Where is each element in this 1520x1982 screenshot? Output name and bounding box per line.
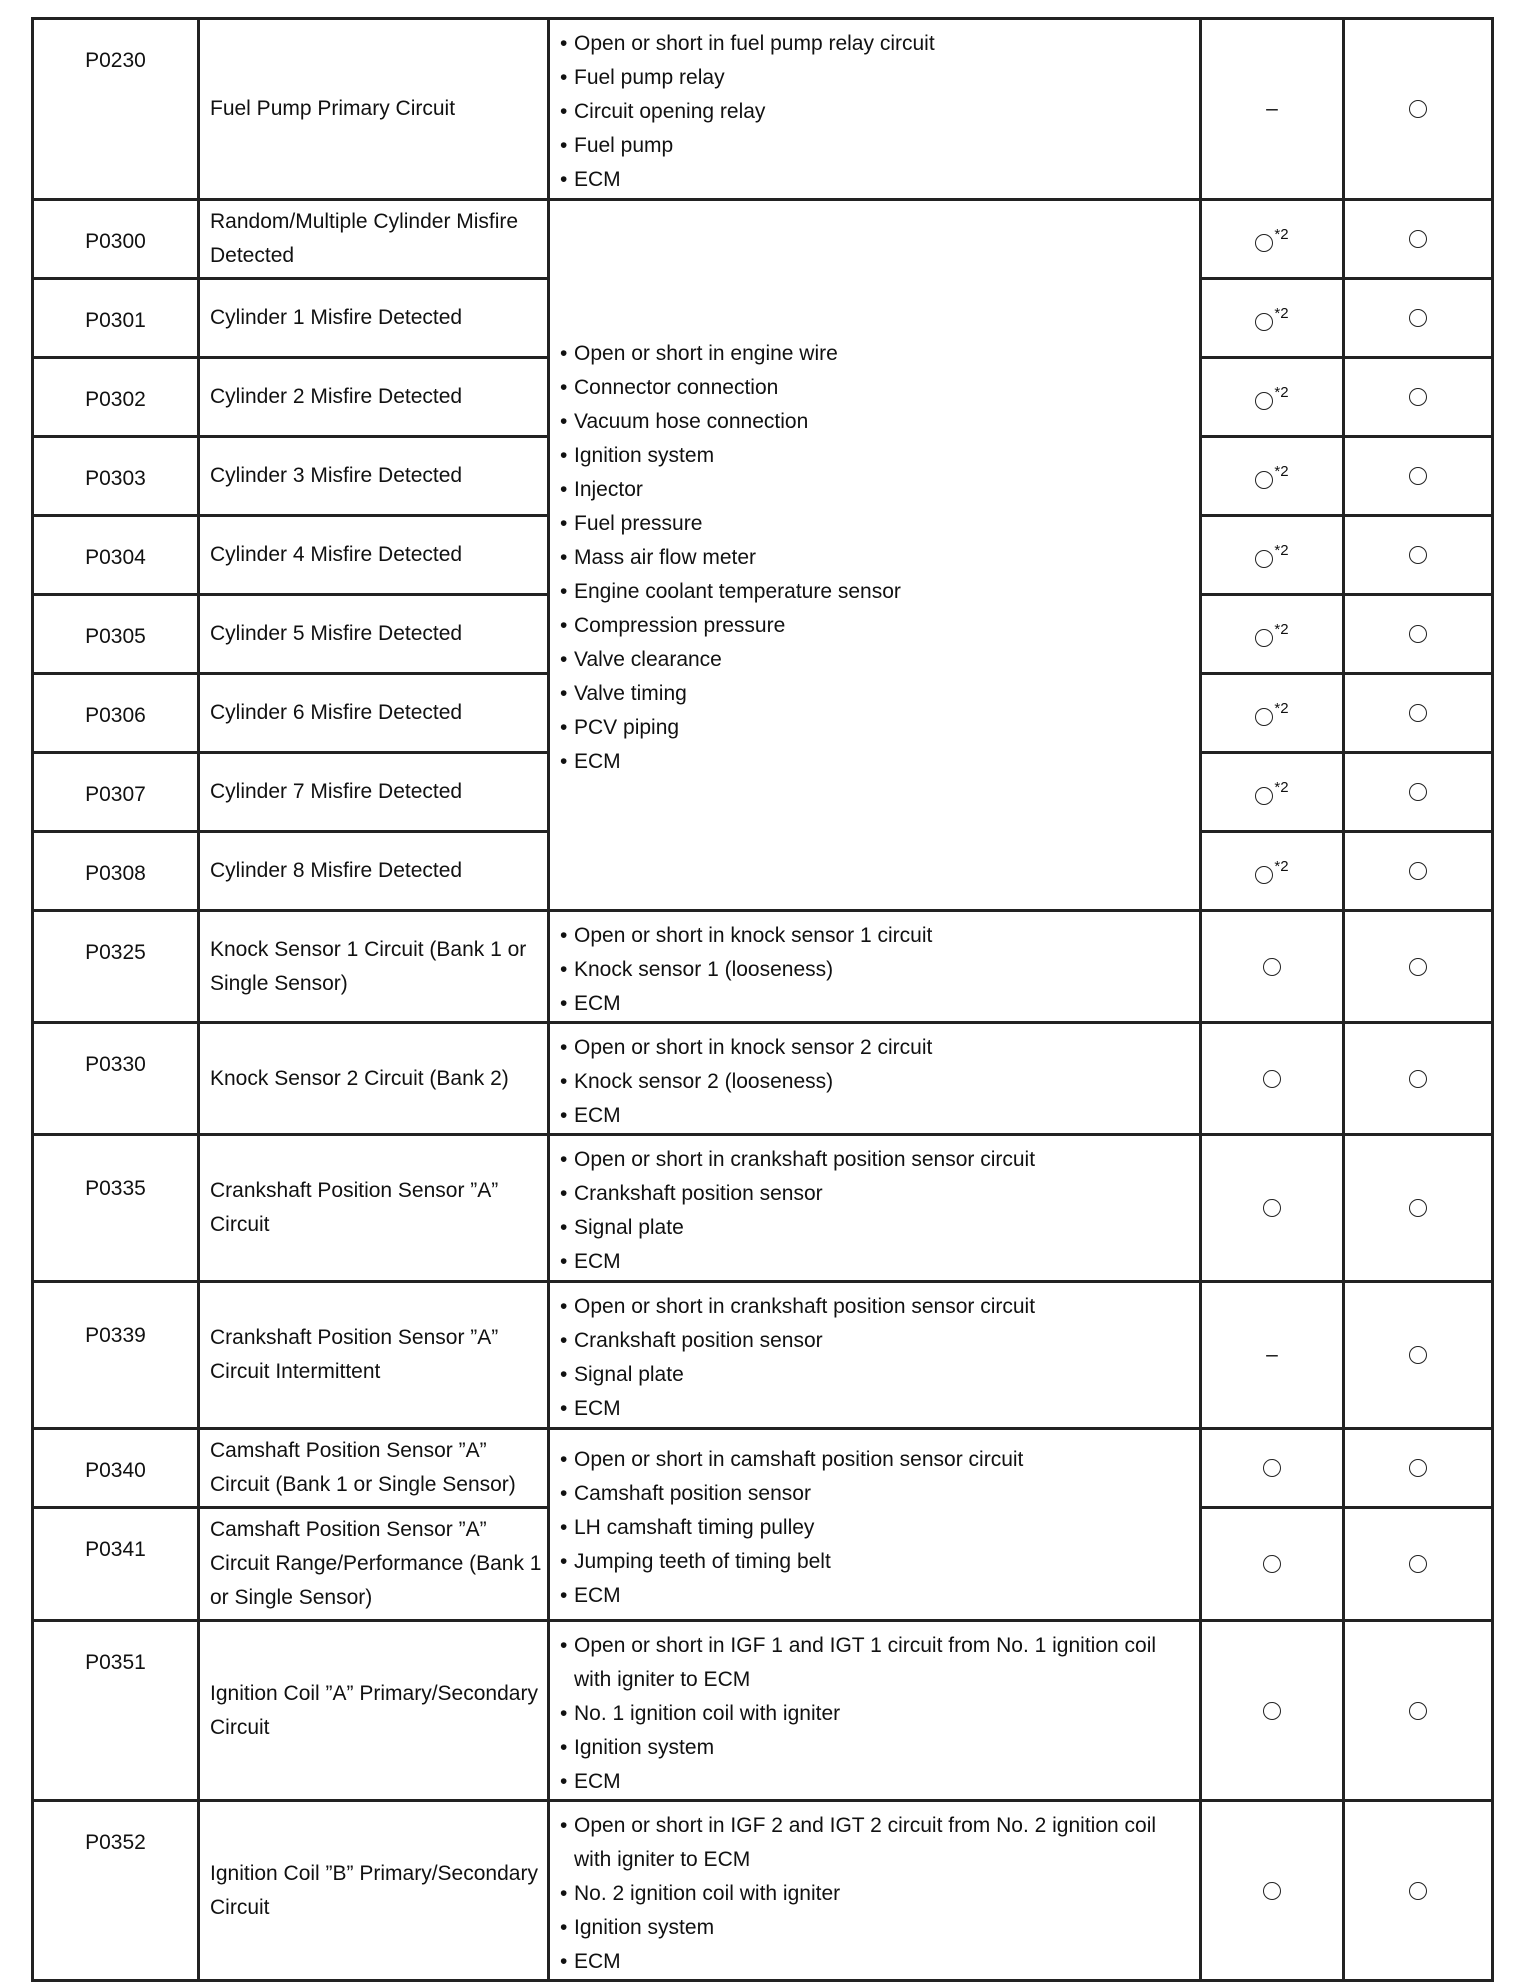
detection-item: Cylinder 1 Misfire Detected <box>199 279 549 358</box>
detection-item: Cylinder 7 Misfire Detected <box>199 753 549 832</box>
dtc-code: P0230 <box>33 19 199 200</box>
trouble-area-item: • No. 2 ignition coil with igniter <box>558 1877 1199 1911</box>
circle-icon <box>1409 309 1427 327</box>
trouble-area-item: • Ignition system <box>558 1911 1199 1945</box>
trouble-area <box>549 1282 1201 1429</box>
mil-cell <box>1201 1282 1344 1429</box>
trouble-area-item: • Camshaft position sensor <box>558 1477 1199 1511</box>
table-row <box>33 1801 1493 1981</box>
memory-cell <box>1344 595 1493 674</box>
dtc-table <box>31 17 1494 1982</box>
circle-icon <box>1409 1702 1427 1720</box>
trouble-area-item: • Valve clearance <box>558 643 1199 677</box>
circle-icon <box>1409 1882 1427 1900</box>
dtc-code: P0335 <box>33 1135 199 1282</box>
trouble-area <box>549 1621 1201 1801</box>
mil-cell <box>1201 200 1344 279</box>
detection-item: Ignition Coil ”A” Primary/Secondary Circuit <box>199 1621 549 1801</box>
table-row <box>33 1282 1493 1429</box>
trouble-area-item: • ECM <box>558 1765 1199 1799</box>
mil-cell <box>1201 595 1344 674</box>
trouble-area-item: • Knock sensor 1 (looseness) <box>558 953 1199 987</box>
footnote-mark: *2 <box>1274 700 1289 717</box>
detection-item: Crankshaft Position Sensor ”A” Circuit Intermittent <box>199 1282 549 1429</box>
memory-cell <box>1344 1429 1493 1508</box>
trouble-area-item: • Knock sensor 2 (looseness) <box>558 1065 1199 1099</box>
detection-item: Cylinder 6 Misfire Detected <box>199 674 549 753</box>
footnote-mark: *2 <box>1274 384 1289 401</box>
trouble-area-item: • ECM <box>558 1392 1199 1426</box>
dtc-code: P0308 <box>33 832 199 911</box>
circle-icon <box>1409 230 1427 248</box>
mil-cell <box>1201 832 1344 911</box>
footnote-mark: *2 <box>1274 226 1289 243</box>
trouble-area-item: • Open or short in camshaft position sensor circuit <box>558 1443 1199 1477</box>
mil-cell <box>1201 1621 1344 1801</box>
trouble-area <box>549 1429 1201 1621</box>
circle-icon <box>1409 1199 1427 1217</box>
trouble-area-item: • Open or short in IGF 2 and IGT 2 circuit from No. 2 ignition coil with igniter to ECM <box>558 1809 1199 1877</box>
detection-item: Fuel Pump Primary Circuit <box>199 19 549 200</box>
dash-mark: – <box>1266 97 1278 120</box>
trouble-area-item: • ECM <box>558 987 1199 1021</box>
dtc-code: P0341 <box>33 1508 199 1621</box>
trouble-area-item: • ECM <box>558 1245 1199 1279</box>
trouble-area-item: • No. 1 ignition coil with igniter <box>558 1697 1199 1731</box>
circle-icon <box>1409 625 1427 643</box>
dtc-code: P0304 <box>33 516 199 595</box>
detection-item: Cylinder 5 Misfire Detected <box>199 595 549 674</box>
trouble-area-item: • LH camshaft timing pulley <box>558 1511 1199 1545</box>
table-row <box>33 1023 1493 1135</box>
trouble-area-item: • Open or short in engine wire <box>558 337 1199 371</box>
table-row <box>33 1135 1493 1282</box>
detection-item: Cylinder 3 Misfire Detected <box>199 437 549 516</box>
circle-icon <box>1263 958 1281 976</box>
memory-cell <box>1344 358 1493 437</box>
mil-cell <box>1201 1429 1344 1508</box>
circle-icon <box>1409 704 1427 722</box>
memory-cell <box>1344 753 1493 832</box>
circle-icon <box>1255 234 1273 252</box>
trouble-area-item: • ECM <box>558 1099 1199 1133</box>
circle-icon <box>1255 866 1273 884</box>
detection-item: Camshaft Position Sensor ”A” Circuit (Bank 1 or Single Sensor) <box>199 1429 549 1508</box>
memory-cell <box>1344 200 1493 279</box>
circle-icon <box>1263 1459 1281 1477</box>
dtc-code: P0330 <box>33 1023 199 1135</box>
trouble-area-item: • Open or short in crankshaft position sensor circuit <box>558 1143 1199 1177</box>
trouble-area-item: • Valve timing <box>558 677 1199 711</box>
trouble-area-item: • Jumping teeth of timing belt <box>558 1545 1199 1579</box>
trouble-area-item: • Compression pressure <box>558 609 1199 643</box>
detection-item: Crankshaft Position Sensor ”A” Circuit <box>199 1135 549 1282</box>
circle-icon <box>1409 1346 1427 1364</box>
table-row <box>33 1429 1493 1508</box>
trouble-area-item: • Signal plate <box>558 1358 1199 1392</box>
trouble-area-item: • Crankshaft position sensor <box>558 1177 1199 1211</box>
trouble-area-item: • Open or short in IGF 1 and IGT 1 circuit from No. 1 ignition coil with igniter to ECM <box>558 1629 1199 1697</box>
circle-icon <box>1255 787 1273 805</box>
footnote-mark: *2 <box>1274 779 1289 796</box>
circle-icon <box>1409 546 1427 564</box>
mil-cell <box>1201 1135 1344 1282</box>
dtc-code: P0306 <box>33 674 199 753</box>
circle-icon <box>1409 467 1427 485</box>
circle-icon <box>1409 100 1427 118</box>
memory-cell <box>1344 1508 1493 1621</box>
mil-cell <box>1201 19 1344 200</box>
table-row <box>33 911 1493 1023</box>
circle-icon <box>1263 1199 1281 1217</box>
circle-icon <box>1409 388 1427 406</box>
memory-cell <box>1344 832 1493 911</box>
table-row <box>33 200 1493 279</box>
memory-cell <box>1344 437 1493 516</box>
circle-icon <box>1255 708 1273 726</box>
table-row <box>33 1621 1493 1801</box>
memory-cell <box>1344 1282 1493 1429</box>
trouble-area-item: • Ignition system <box>558 439 1199 473</box>
detection-item: Cylinder 8 Misfire Detected <box>199 832 549 911</box>
trouble-area-item: • PCV piping <box>558 711 1199 745</box>
trouble-area-item: • ECM <box>558 1579 1199 1613</box>
circle-icon <box>1409 862 1427 880</box>
trouble-area-item: • Signal plate <box>558 1211 1199 1245</box>
detection-item: Cylinder 4 Misfire Detected <box>199 516 549 595</box>
trouble-area-item: • Injector <box>558 473 1199 507</box>
circle-icon <box>1255 471 1273 489</box>
footnote-mark: *2 <box>1274 305 1289 322</box>
trouble-area-item: • Connector connection <box>558 371 1199 405</box>
trouble-area-item: • Open or short in crankshaft position sensor circuit <box>558 1290 1199 1324</box>
detection-item: Random/Multiple Cylinder Misfire Detected <box>199 200 549 279</box>
footnote-mark: *2 <box>1274 621 1289 638</box>
trouble-area-item: • ECM <box>558 745 1199 779</box>
dtc-code: P0301 <box>33 279 199 358</box>
trouble-area-item: • Crankshaft position sensor <box>558 1324 1199 1358</box>
dtc-code: P0305 <box>33 595 199 674</box>
trouble-area-item: • Mass air flow meter <box>558 541 1199 575</box>
trouble-area-item: • Open or short in knock sensor 2 circuit <box>558 1031 1199 1065</box>
dtc-code: P0339 <box>33 1282 199 1429</box>
trouble-area-item: • Ignition system <box>558 1731 1199 1765</box>
dtc-code: P0325 <box>33 911 199 1023</box>
dtc-code: P0352 <box>33 1801 199 1981</box>
dash-mark: – <box>1266 1343 1278 1366</box>
trouble-area-item: • Engine coolant temperature sensor <box>558 575 1199 609</box>
mil-cell <box>1201 516 1344 595</box>
mil-cell <box>1201 437 1344 516</box>
mil-cell <box>1201 753 1344 832</box>
trouble-area <box>549 1135 1201 1282</box>
trouble-area <box>549 200 1201 911</box>
circle-icon <box>1409 958 1427 976</box>
memory-cell <box>1344 1801 1493 1981</box>
trouble-area-item: • ECM <box>558 163 1199 197</box>
table-row <box>33 19 1493 200</box>
mil-cell <box>1201 911 1344 1023</box>
footnote-mark: *2 <box>1274 463 1289 480</box>
trouble-area-item: • Open or short in knock sensor 1 circuit <box>558 919 1199 953</box>
trouble-area <box>549 19 1201 200</box>
circle-icon <box>1255 392 1273 410</box>
trouble-area <box>549 1801 1201 1981</box>
trouble-area-item: • Fuel pump relay <box>558 61 1199 95</box>
circle-icon <box>1263 1882 1281 1900</box>
trouble-area-item: • Vacuum hose connection <box>558 405 1199 439</box>
detection-item: Camshaft Position Sensor ”A” Circuit Range/Performance (Bank 1 or Single Sensor) <box>199 1508 549 1621</box>
memory-cell <box>1344 1135 1493 1282</box>
trouble-area-item: • ECM <box>558 1945 1199 1979</box>
detection-item: Ignition Coil ”B” Primary/Secondary Circuit <box>199 1801 549 1981</box>
dtc-code: P0303 <box>33 437 199 516</box>
circle-icon <box>1255 313 1273 331</box>
memory-cell <box>1344 1621 1493 1801</box>
circle-icon <box>1409 1459 1427 1477</box>
circle-icon <box>1409 783 1427 801</box>
memory-cell <box>1344 19 1493 200</box>
memory-cell <box>1344 516 1493 595</box>
mil-cell <box>1201 1801 1344 1981</box>
footnote-mark: *2 <box>1274 858 1289 875</box>
circle-icon <box>1263 1070 1281 1088</box>
dtc-code: P0302 <box>33 358 199 437</box>
dtc-code: P0307 <box>33 753 199 832</box>
mil-cell <box>1201 279 1344 358</box>
circle-icon <box>1263 1555 1281 1573</box>
memory-cell <box>1344 279 1493 358</box>
circle-icon <box>1409 1070 1427 1088</box>
circle-icon <box>1409 1555 1427 1573</box>
trouble-area <box>549 911 1201 1023</box>
detection-item: Knock Sensor 1 Circuit (Bank 1 or Single Sensor) <box>199 911 549 1023</box>
mil-cell <box>1201 358 1344 437</box>
mil-cell <box>1201 1023 1344 1135</box>
memory-cell <box>1344 1023 1493 1135</box>
trouble-area-item: • Open or short in fuel pump relay circuit <box>558 27 1199 61</box>
memory-cell <box>1344 674 1493 753</box>
dtc-code: P0340 <box>33 1429 199 1508</box>
trouble-area <box>549 1023 1201 1135</box>
mil-cell <box>1201 1508 1344 1621</box>
footnote-mark: *2 <box>1274 542 1289 559</box>
dtc-code: P0300 <box>33 200 199 279</box>
mil-cell <box>1201 674 1344 753</box>
trouble-area-item: • Fuel pump <box>558 129 1199 163</box>
circle-icon <box>1263 1702 1281 1720</box>
dtc-code: P0351 <box>33 1621 199 1801</box>
detection-item: Cylinder 2 Misfire Detected <box>199 358 549 437</box>
detection-item: Knock Sensor 2 Circuit (Bank 2) <box>199 1023 549 1135</box>
trouble-area-item: • Fuel pressure <box>558 507 1199 541</box>
memory-cell <box>1344 911 1493 1023</box>
circle-icon <box>1255 629 1273 647</box>
circle-icon <box>1255 550 1273 568</box>
trouble-area-item: • Circuit opening relay <box>558 95 1199 129</box>
